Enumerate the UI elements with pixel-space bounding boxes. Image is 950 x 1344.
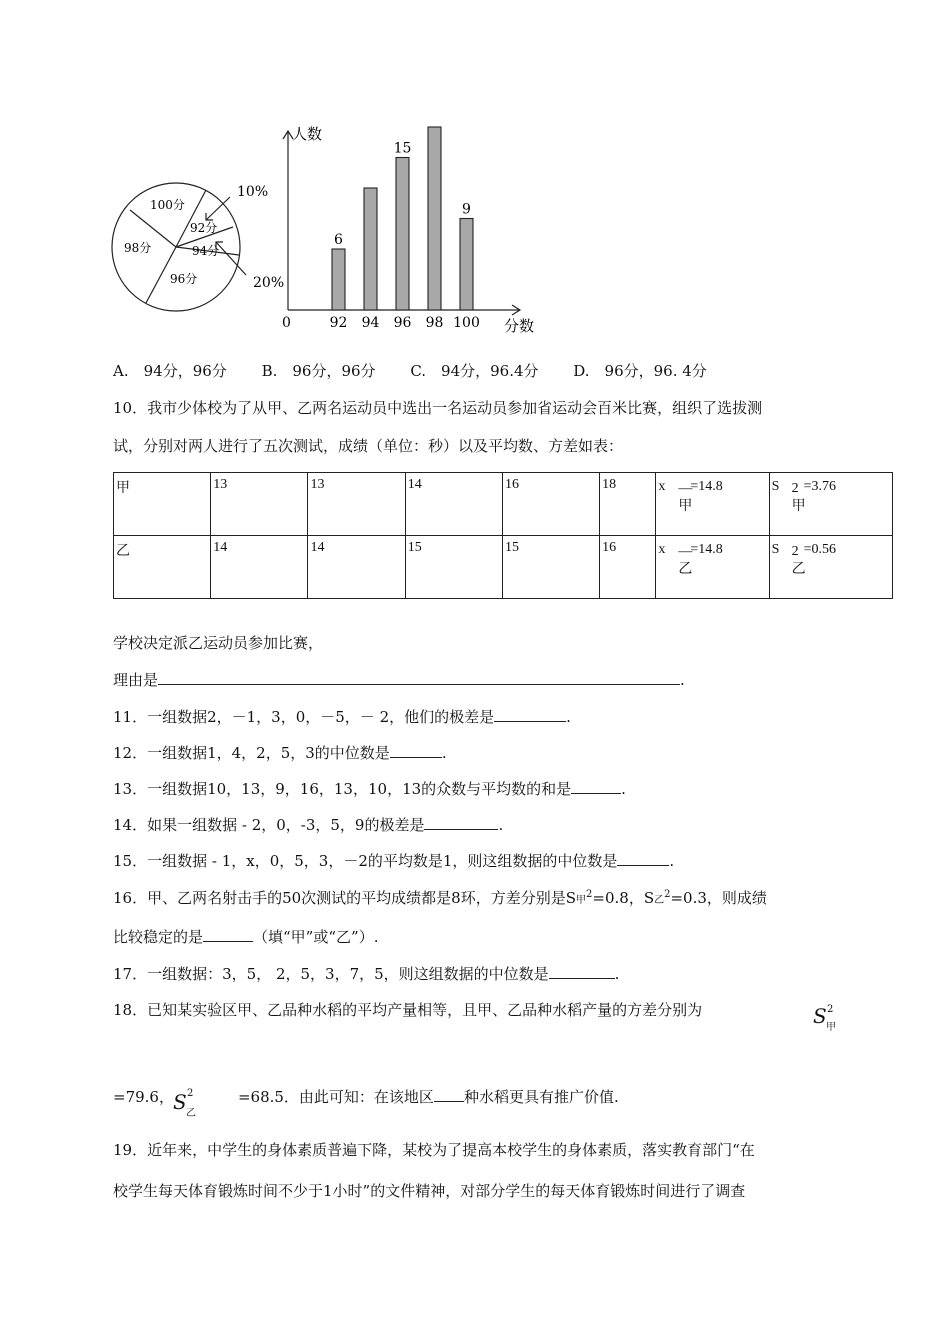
x-tick-label: 98 — [425, 315, 444, 331]
q11: 11．一组数据2，－1，3，0，－5，－ 2，他们的极差是 . — [113, 705, 571, 727]
x-tick-label: 94 — [361, 315, 380, 331]
bar-100 — [460, 219, 473, 311]
q18-s-yi-sup: 2 — [187, 1088, 194, 1099]
q18-s-jia: S — [813, 1004, 827, 1028]
q18-line2: =79.6， =68.5．由此可知：在该地区 种水稻更具有推广价值. — [113, 1085, 619, 1107]
q9-options — [113, 360, 737, 381]
x-tick-label: 92 — [329, 315, 348, 331]
q18-s-yi: S — [173, 1090, 187, 1114]
q12: 12．一组数据1，4，2，5，3的中位数是 . — [113, 741, 447, 763]
answer-blank[interactable] — [203, 925, 253, 942]
figure-area — [100, 115, 560, 340]
bar-98 — [428, 127, 441, 310]
score-cell: 14 — [405, 473, 502, 536]
score-cell: 14 — [211, 536, 308, 599]
score-cell: 16 — [502, 473, 599, 536]
q15: 15．一组数据 - 1，x，0，5，3，－2的平均数是1，则这组数据的中位数是 . — [113, 849, 674, 871]
variance-cell: S 2 =0.56 乙 — [769, 536, 892, 599]
q16-line2: 比较稳定的是 （填“甲”或“乙”）. — [113, 925, 378, 947]
y-axis-label: 人数 — [292, 125, 323, 143]
q19-line2: 校学生每天体育锻炼时间不少于1小时”的文件精神，对部分学生的每天体育锻炼时间进行了调查 — [113, 1182, 746, 1200]
q14: 14．如果一组数据 - 2，0，-3，5，9的极差是 . — [113, 813, 503, 835]
option-b: B. 96分，96分 — [261, 362, 376, 380]
pie-label-100: 100分 — [150, 198, 185, 212]
score-cell: 15 — [405, 536, 502, 599]
mean-cell: x — =14.8 乙 — [656, 536, 769, 599]
bar-92 — [332, 249, 345, 310]
score-cell: 13 — [211, 473, 308, 536]
answer-blank[interactable] — [434, 1085, 464, 1102]
q10-line2: 试，分别对两人进行了五次测试，成绩（单位：秒）以及平均数、方差如表： — [113, 437, 624, 455]
option-c: C. 94分，96.4分 — [410, 362, 539, 380]
q10-line1: 10．我市少体校为了从甲、乙两名运动员中选出一名运动员参加省运动会百米比赛，组织了选拔测 — [113, 399, 763, 417]
q17: 17．一组数据：3，5， 2，5，3，7，5，则这组数据的中位数是 . — [113, 962, 619, 984]
mean-cell: x — =14.8 甲 — [656, 473, 769, 536]
pie-chart — [112, 183, 284, 311]
data-label: 9 — [462, 201, 471, 218]
q13: 13．一组数据10，13，9，16，13，10，13的众数与平均数的和是 . — [113, 777, 626, 799]
annotation-10pct: 10% — [237, 184, 269, 200]
q19-line1: 19．近年来，中学生的身体素质普遍下降，某校为了提高本校学生的身体素质，落实教育部门“在 — [113, 1141, 755, 1159]
answer-blank[interactable] — [158, 668, 680, 685]
score-cell: 18 — [600, 473, 656, 536]
pie-label-98: 98分 — [124, 241, 152, 255]
answer-blank[interactable] — [424, 813, 498, 830]
score-cell: 15 — [502, 536, 599, 599]
row-name: 乙 — [114, 536, 211, 599]
answer-blank[interactable] — [494, 705, 566, 722]
annotation-20pct: 20% — [253, 275, 285, 291]
bar-96 — [396, 158, 409, 311]
pie-label-94: 94分 — [192, 244, 220, 258]
x-axis-label: 分数 — [504, 317, 535, 335]
variance-cell: S 2 =3.76 甲 — [769, 473, 892, 536]
data-label: 6 — [334, 232, 343, 248]
x-tick-label: 100 — [453, 315, 480, 331]
score-cell: 16 — [600, 536, 656, 599]
pie-label-96: 96分 — [170, 272, 198, 286]
origin-label: 0 — [282, 315, 291, 331]
answer-blank[interactable] — [390, 741, 442, 758]
q10-reason: 理由是 . — [113, 668, 685, 690]
x-tick-label: 96 — [393, 315, 412, 331]
answer-blank[interactable] — [549, 962, 615, 979]
q18-s-jia-sub: 甲 — [826, 1022, 836, 1033]
answer-blank[interactable] — [571, 777, 621, 794]
score-cell: 13 — [308, 473, 405, 536]
bar-94 — [364, 188, 377, 310]
pie-label-92: 92分 — [190, 221, 218, 235]
score-table — [113, 472, 893, 599]
q10-decision: 学校决定派乙运动员参加比赛， — [113, 634, 324, 652]
arrow-20pct — [216, 242, 246, 275]
score-cell: 14 — [308, 536, 405, 599]
option-a: A. 94分，96分 — [113, 362, 227, 380]
table-row — [114, 536, 893, 599]
q16-line1: 16．甲、乙两名射击手的50次测试的平均成绩都是8环，方差分别是S甲$^2$=0.8，S乙$^2$=0.3，则成绩 — [113, 889, 767, 907]
table-row — [114, 473, 893, 536]
q18-line1: 18．已知某实验区甲、乙品种水稻的平均产量相等，且甲、乙品种水稻产量的方差分别为 — [113, 1001, 703, 1019]
row-name: 甲 — [114, 473, 211, 536]
bar-chart — [282, 125, 534, 335]
data-label: 15 — [393, 140, 412, 157]
q18-s-yi-sub: 乙 — [186, 1108, 196, 1119]
answer-blank[interactable] — [617, 849, 669, 866]
q18-s-jia-sup: 2 — [827, 1004, 834, 1015]
option-d: D. 96分，96. 4分 — [573, 362, 707, 380]
